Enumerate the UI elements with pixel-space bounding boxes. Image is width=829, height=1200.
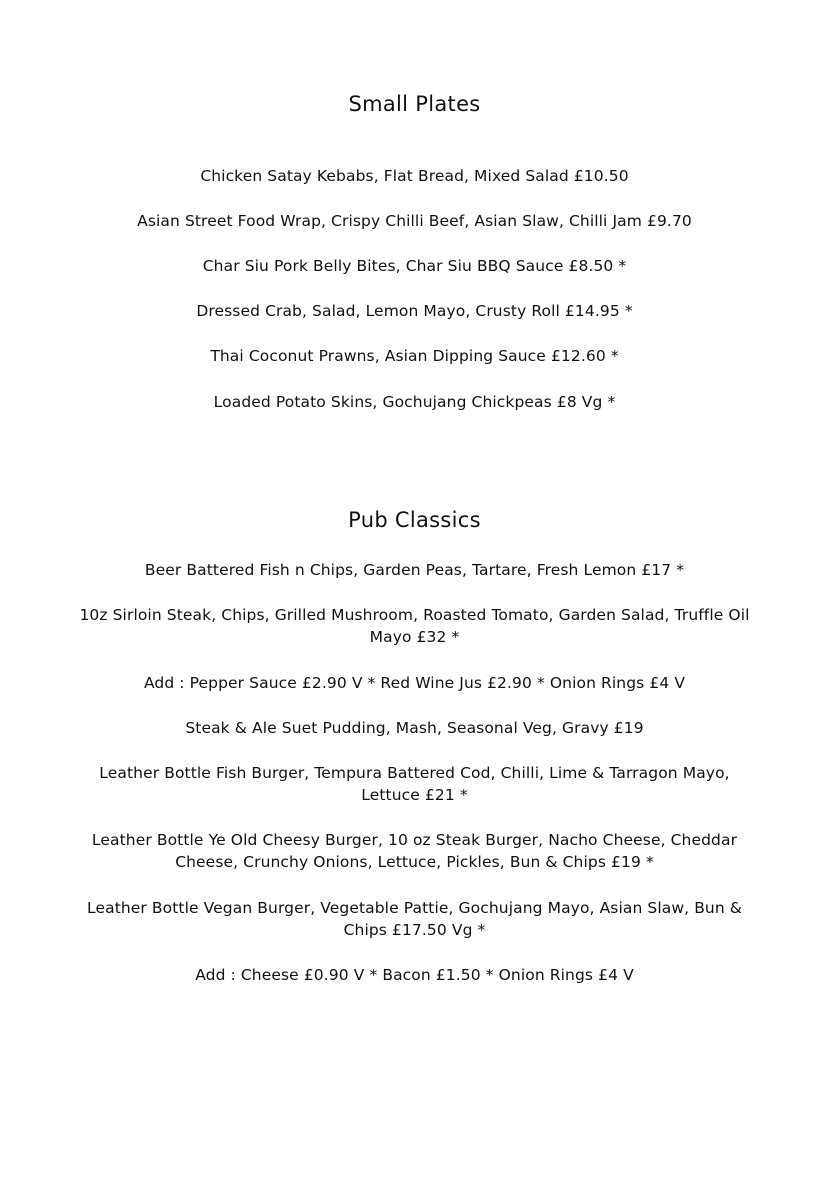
menu-item: Asian Street Food Wrap, Crispy Chilli Beef, Asian Slaw, Chilli Jam £9.70 bbox=[137, 212, 692, 230]
menu-item: Char Siu Pork Belly Bites, Char Siu BBQ Sauce £8.50 * bbox=[202, 257, 627, 275]
menu-item: Loaded Potato Skins, Gochujang Chickpeas £8 Vg * bbox=[213, 393, 616, 411]
menu-item: Thai Coconut Prawns, Asian Dipping Sauce £12.60 * bbox=[210, 347, 619, 365]
add-ons-line: Add : Pepper Sauce £2.90 V * Red Wine Jus £2.90 * Onion Rings £4 V bbox=[143, 674, 686, 692]
small-plates-heading: Small Plates bbox=[348, 92, 481, 116]
menu-item: Steak & Ale Suet Pudding, Mash, Seasonal Veg, Gravy £19 bbox=[185, 719, 644, 737]
menu-item: Leather Bottle Vegan Burger, Vegetable Pattie, Gochujang Mayo, Asian Slaw, Bun & Chips £17.50 Vg * bbox=[87, 899, 742, 939]
add-ons-line: Add : Cheese £0.90 V * Bacon £1.50 * Onion Rings £4 V bbox=[195, 966, 634, 984]
menu-item: Leather Bottle Ye Old Cheesy Burger, 10 oz Steak Burger, Nacho Cheese, Cheddar Cheese, Crunchy Onions, Lettuce, Pickles, Bun & Chips £19 * bbox=[91, 831, 738, 871]
pub-classics-heading: Pub Classics bbox=[348, 508, 481, 532]
menu-item: Chicken Satay Kebabs, Flat Bread, Mixed Salad £10.50 bbox=[200, 167, 629, 185]
menu-item: Dressed Crab, Salad, Lemon Mayo, Crusty Roll £14.95 * bbox=[196, 302, 633, 320]
menu-item: 10z Sirloin Steak, Chips, Grilled Mushroom, Roasted Tomato, Garden Salad, Truffle Oil Mayo £32 * bbox=[79, 606, 750, 646]
menu-item: Beer Battered Fish n Chips, Garden Peas, Tartare, Fresh Lemon £17 * bbox=[144, 561, 685, 579]
menu-item: Leather Bottle Fish Burger, Tempura Battered Cod, Chilli, Lime & Tarragon Mayo, Lettuce £21 * bbox=[99, 764, 730, 804]
